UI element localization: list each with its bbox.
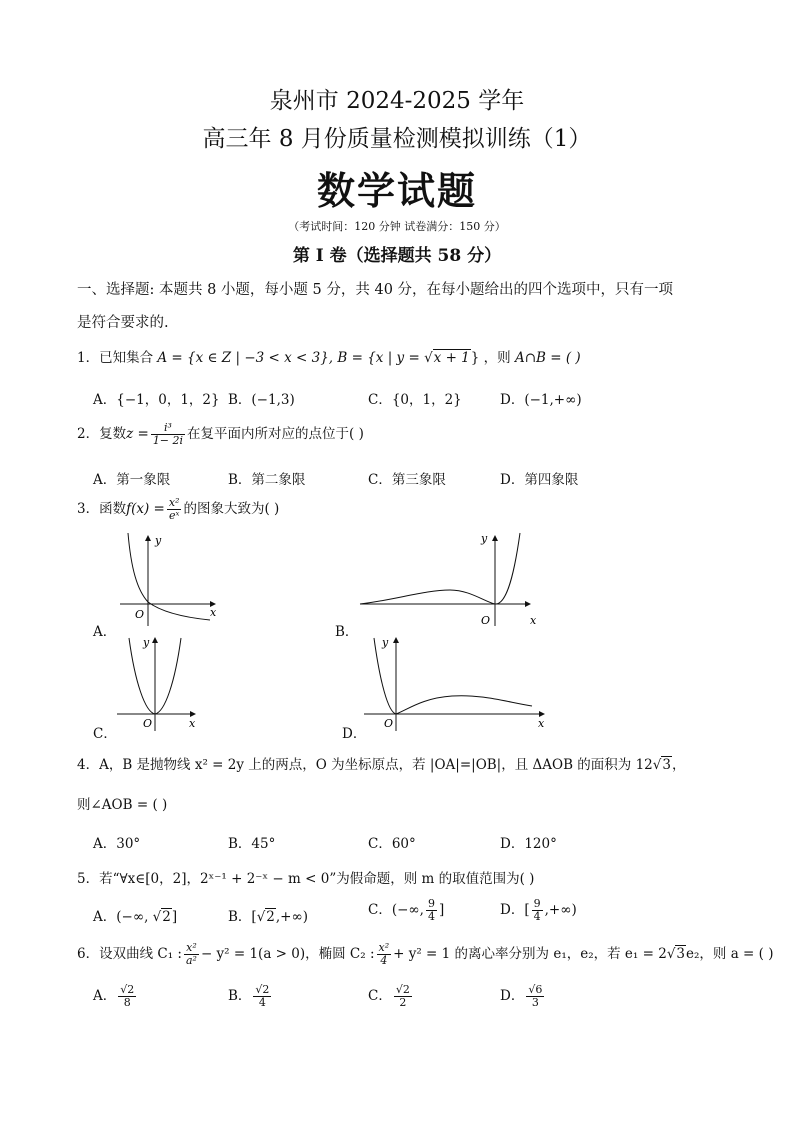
q5-c-num: 9: [427, 897, 435, 910]
question-1: [77, 346, 581, 366]
q6-option-d: [500, 984, 546, 1009]
q3-d-origin: O: [384, 717, 394, 730]
q6-c-num: √2: [395, 983, 410, 996]
q5-option-a: [93, 905, 177, 925]
q3-a-x-label: x: [210, 606, 217, 619]
q3-c-x-label: x: [189, 717, 196, 730]
q4-option-d: D．120°: [500, 836, 557, 852]
q1-set-b-end: }: [470, 350, 480, 366]
q3-b-y-label: y: [481, 532, 488, 545]
q3-a-curve: [128, 533, 210, 620]
q3-graph-d: [362, 632, 552, 732]
q3-suffix: 的图象大致为( ): [183, 501, 280, 517]
section-heading: 第 I 卷（选择题共 58 分）: [292, 246, 502, 266]
q3-c-origin: O: [143, 717, 153, 730]
q2-option-d: D．第四象限: [500, 472, 579, 488]
q5-d-num: 9: [533, 897, 541, 910]
q5-a-end: ]: [171, 909, 178, 925]
question-3: [77, 497, 279, 522]
q3-label-b: B．: [335, 624, 359, 640]
q6-a-den: 8: [123, 996, 131, 1009]
q2-fraction: [151, 422, 185, 447]
q3-c-y-label: y: [143, 636, 150, 649]
q3-b-curve: [360, 533, 520, 604]
q3-graph-a: [115, 528, 225, 628]
q5-c-den: 4: [427, 910, 435, 923]
q3-d-y-label: y: [382, 636, 389, 649]
q3-b-x-label: x: [530, 614, 537, 627]
q6-c1-den: a²: [185, 954, 197, 967]
q4-sqrt-symbol: √: [652, 757, 662, 773]
q3-fx: f(x) =: [126, 501, 165, 517]
q2-z: z =: [126, 426, 149, 442]
q1-option-c: C．{0，1，2}: [368, 392, 462, 408]
q1-sqrt-symbol: √: [424, 350, 433, 366]
q6-suffix: e₂，则 a = ( ): [686, 946, 774, 962]
q6-mid2: + y² = 1 的离心率分别为 e₁，e₂，若 e₁ = 2: [393, 946, 667, 962]
q4-line-2: 则∠AOB = ( ): [77, 797, 168, 813]
q5-b-text: B．[: [228, 909, 257, 925]
q2-numerator: i³: [151, 422, 185, 435]
q2-prefix: 2．复数: [77, 426, 127, 442]
q4-option-b: B．45°: [228, 836, 276, 852]
q1-option-b: B．(−1,3): [228, 392, 295, 408]
q6-c1-num: x²: [184, 942, 199, 955]
q3-prefix: 3．函数: [77, 501, 127, 517]
q6-b-den: 4: [258, 996, 266, 1009]
q1-option-a: A．{−1，0，1，2}: [93, 392, 220, 408]
q5-b-sqrt-symbol: √: [256, 909, 266, 925]
q3-d-x-label: x: [538, 717, 545, 730]
q1-set-a: A = {x ∈ Z | −3 < x < 3}, B = {x | y =: [157, 350, 425, 366]
q2-option-b: B．第二象限: [228, 472, 306, 488]
q6-c-den: 2: [399, 996, 407, 1009]
q5-d-fraction: [532, 898, 543, 923]
q5-c-fraction: [426, 898, 437, 923]
q2-option-c: C．第三象限: [368, 472, 446, 488]
q6-c-fraction: [394, 984, 412, 1009]
q6-prefix: 6．设双曲线 C₁ :: [77, 946, 182, 962]
q6-mid1: − y² = 1(a > 0)，椭圆 C₂ :: [200, 946, 375, 962]
q6-sqrt-symbol: √: [666, 946, 676, 962]
q5-option-c: [368, 898, 444, 923]
q5-a-text: A．(−∞,: [93, 909, 153, 925]
q6-c-label: C．: [368, 988, 392, 1004]
subject-title: 数学试题: [316, 168, 477, 213]
q3-a-y-label: y: [155, 534, 162, 547]
q6-sqrt: 3: [676, 946, 686, 962]
q3-a-origin: O: [135, 608, 145, 621]
q5-c-end: ]: [438, 902, 445, 918]
school-year-title: 泉州市 2024-2025 学年: [269, 88, 525, 114]
q3-label-d: D．: [342, 726, 367, 742]
q6-b-label: B．: [228, 988, 252, 1004]
question-6: [77, 942, 773, 967]
q5-c-text: C．(−∞,: [368, 902, 424, 918]
q3-d-curve: [374, 638, 532, 714]
q2-denominator: 1− 2i: [152, 434, 184, 447]
q3-numerator: x²: [168, 496, 180, 509]
q5-a-sqrt-symbol: √: [152, 909, 162, 925]
q5-b-sqrt: 2: [266, 909, 275, 925]
q6-d-label: D．: [500, 988, 525, 1004]
q4-text: A，B 是抛物线 x² = 2y 上的两点，O 为坐标原点，若 |OA|=|OB|，且 ΔAOB 的面积为 12: [99, 757, 653, 773]
q1-mid: ，则: [483, 350, 511, 366]
q5-option-b: [228, 905, 308, 925]
q1-intersection: A∩B = ( ): [514, 350, 581, 366]
q6-c2-den: 4: [380, 954, 388, 967]
q5-b-end: ,+∞): [275, 909, 309, 925]
q3-graph-b: [355, 528, 545, 628]
q5-d-den: 4: [533, 910, 541, 923]
q6-option-a: [93, 984, 138, 1009]
q4-prefix: 4．: [77, 757, 100, 773]
q3-fraction: [167, 497, 182, 522]
question-4: [77, 753, 685, 773]
q5-d-end: ,+∞): [544, 902, 577, 918]
q6-option-c: [368, 984, 414, 1009]
q6-c2-fraction: [377, 942, 392, 967]
q6-b-fraction: [253, 984, 271, 1009]
q3-b-origin: O: [481, 614, 491, 627]
question-5: 5．若“∀x∈[0，2]，2ˣ⁻¹ + 2⁻ˣ − m < 0”为假命题，则 m 的取值范围为( ): [77, 871, 535, 887]
instructions-line-2: 是符合要求的.: [77, 315, 169, 331]
q3-label-c: C．: [93, 726, 117, 742]
q3-label-a: A．: [93, 624, 117, 640]
instructions-line-1: 一、选择题: 本题共 8 小题，每小题 5 分，共 40 分，在每小题给出的四个选项中，只有一项: [77, 282, 674, 298]
q2-option-a: A．第一象限: [93, 472, 171, 488]
q4-sqrt-content: 3: [662, 757, 671, 773]
question-2: [77, 422, 364, 447]
q6-c1-fraction: [184, 942, 199, 967]
q6-d-num: √6: [528, 983, 543, 996]
q1-option-d: D．(−1,+∞): [500, 392, 582, 408]
q6-option-b: [228, 984, 273, 1009]
exam-info: （考试时间：120 分钟 试卷满分：150 分）: [288, 220, 506, 233]
q2-suffix: 在复平面内所对应的点位于( ): [187, 426, 364, 442]
q5-a-sqrt: 2: [162, 909, 171, 925]
q3-graph-c: [115, 632, 215, 732]
q6-a-label: A．: [93, 988, 117, 1004]
q4-text-end: ，: [671, 757, 686, 773]
q6-b-num: √2: [255, 983, 270, 996]
q4-option-c: C．60°: [368, 836, 416, 852]
q6-a-num: √2: [120, 983, 135, 996]
q5-d-text: D．[: [500, 902, 530, 918]
q6-d-fraction: [526, 984, 544, 1009]
q6-d-den: 3: [531, 996, 539, 1009]
q1-prefix: 1．已知集合: [77, 350, 154, 366]
q4-option-a: A．30°: [93, 836, 141, 852]
q5-option-d: [500, 898, 577, 923]
q3-denominator: eˣ: [168, 509, 180, 522]
q1-sqrt-content: x + 1: [433, 350, 470, 366]
exam-session-title: 高三年 8 月份质量检测模拟训练（1）: [202, 126, 592, 152]
q6-a-fraction: [118, 984, 136, 1009]
q6-c2-num: x²: [378, 941, 390, 954]
